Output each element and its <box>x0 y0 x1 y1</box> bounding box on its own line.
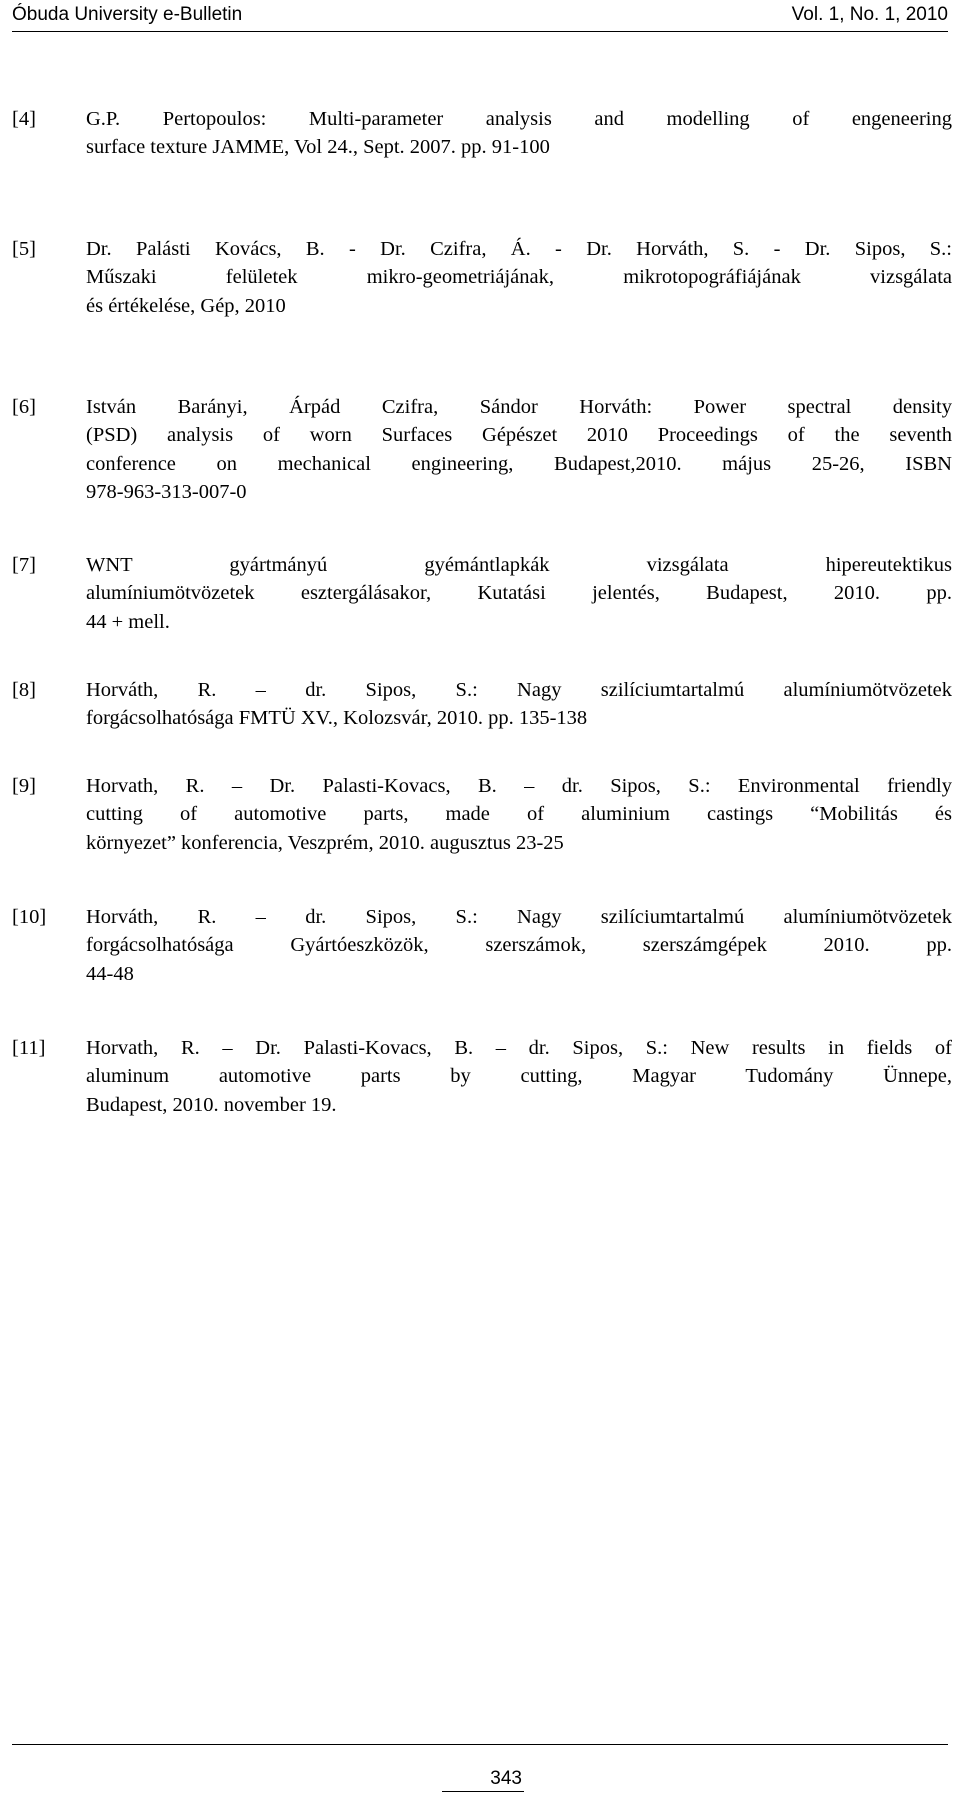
reference-line: Dr. Palásti Kovács, B. - Dr. Czifra, Á. - Dr. Horváth, S. - Dr. Sipos, S.: <box>86 238 952 260</box>
header-divider <box>12 31 948 32</box>
reference-line: István Barányi, Árpád Czifra, Sándor Horváth: Power spectral density <box>86 396 952 418</box>
reference-line: WNT gyártmányú gyémántlapkák vizsgálata hipereutektikus <box>86 554 952 576</box>
reference-number: [5] <box>12 238 36 260</box>
reference-text <box>86 235 952 320</box>
reference-text <box>86 772 952 857</box>
reference-number: [11] <box>12 1037 46 1059</box>
reference-text <box>86 105 952 162</box>
reference-number: [7] <box>12 554 36 576</box>
reference-line: aluminum automotive parts by cutting, Magyar Tudomány Ünnepe, <box>86 1065 952 1088</box>
reference-text <box>86 551 952 636</box>
reference-line: és értékelése, Gép, 2010 <box>86 294 286 317</box>
volume-info: Vol. 1, No. 1, 2010 <box>791 4 948 25</box>
page-number-underline <box>442 1791 524 1792</box>
reference-number: [8] <box>12 679 36 701</box>
reference-line: (PSD) analysis of worn Surfaces Gépészet 2010 Proceedings of the seventh <box>86 424 952 447</box>
reference-line: Horváth, R. – dr. Sipos, S.: Nagy szilíciumtartalmú alumíniumötvözetek <box>86 906 952 928</box>
reference-number: [6] <box>12 396 36 418</box>
reference-number: [10] <box>12 906 47 928</box>
reference-number: [4] <box>12 108 36 130</box>
reference-line: 44-48 <box>86 962 134 985</box>
reference-line: alumíniumötvözetek esztergálásakor, Kutatási jelentés, Budapest, 2010. pp. <box>86 582 952 605</box>
reference-line: Budapest, 2010. november 19. <box>86 1093 337 1116</box>
reference-item <box>0 105 960 162</box>
reference-line: forgácsolhatósága FMTÜ XV., Kolozsvár, 2010. pp. 135-138 <box>86 707 588 730</box>
reference-text <box>86 393 952 507</box>
reference-item <box>0 235 960 320</box>
reference-text <box>86 903 952 988</box>
reference-line: 978-963-313-007-0 <box>86 481 247 504</box>
reference-line: Horvath, R. – Dr. Palasti-Kovacs, B. – dr. Sipos, S.: Environmental friendly <box>86 775 952 797</box>
reference-item <box>0 393 960 507</box>
reference-line: Horvath, R. – Dr. Palasti-Kovacs, B. – dr. Sipos, S.: New results in fields of <box>86 1037 952 1059</box>
page-header <box>0 0 960 40</box>
journal-title: Óbuda University e-Bulletin <box>12 4 243 25</box>
reference-line: 44 + mell. <box>86 610 170 633</box>
reference-text <box>86 676 952 733</box>
reference-line: Horváth, R. – dr. Sipos, S.: Nagy szilíciumtartalmú alumíniumötvözetek <box>86 679 952 701</box>
reference-number: [9] <box>12 775 36 797</box>
page-number: 343 <box>490 1768 522 1789</box>
reference-item <box>0 772 960 857</box>
reference-line: surface texture JAMME, Vol 24., Sept. 2007. pp. 91-100 <box>86 136 550 159</box>
reference-item <box>0 676 960 733</box>
reference-item <box>0 903 960 988</box>
reference-line: conference on mechanical engineering, Budapest,2010. május 25-26, ISBN <box>86 452 952 475</box>
footer-divider <box>12 1744 948 1745</box>
reference-item <box>0 551 960 636</box>
reference-item <box>0 1034 960 1119</box>
reference-line: Műszaki felületek mikro-geometriájának, mikrotopográfiájának vizsgálata <box>86 266 952 289</box>
reference-line: forgácsolhatósága Gyártóeszközök, szerszámok, szerszámgépek 2010. pp. <box>86 934 952 957</box>
reference-text <box>86 1034 952 1119</box>
reference-line: G.P. Pertopoulos: Multi-parameter analysis and modelling of engeneering <box>86 108 952 130</box>
reference-line: környezet” konferencia, Veszprém, 2010. augusztus 23-25 <box>86 831 564 854</box>
reference-line: cutting of automotive parts, made of aluminium castings “Mobilitás és <box>86 803 952 826</box>
